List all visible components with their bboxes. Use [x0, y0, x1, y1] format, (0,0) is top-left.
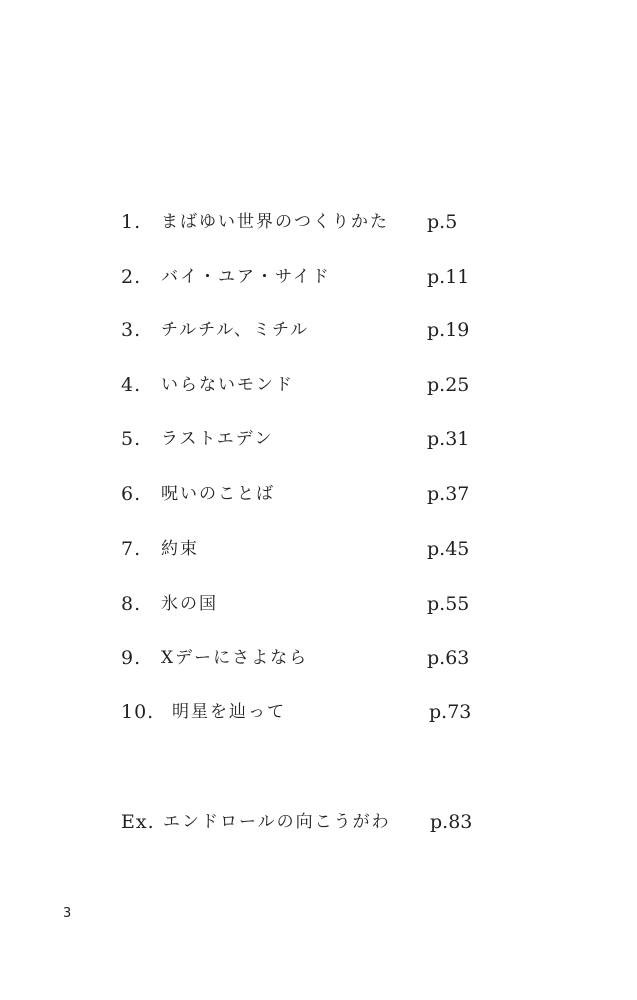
toc-entry: [0, 589, 637, 619]
entry-title: Xデーにさよなら: [161, 648, 309, 668]
entry-number: 1.: [121, 211, 142, 233]
entry-number: Ex.: [121, 811, 155, 833]
toc-entry: [0, 424, 637, 454]
page-number: 3: [63, 906, 72, 921]
toc-entry: [0, 262, 637, 292]
entry-number: 2.: [121, 266, 142, 288]
entry-title: まばゆい世界のつくりかた: [161, 212, 389, 232]
entry-title: 呪いのことば: [161, 484, 275, 504]
entry-page: p.31: [427, 428, 470, 450]
entry-page: p.25: [427, 374, 470, 396]
entry-title: ラストエデン: [161, 429, 274, 449]
toc-entry: [0, 643, 637, 673]
toc-entry: [0, 697, 637, 727]
toc-entry: [0, 370, 637, 400]
entry-title: チルチル、ミチル: [161, 320, 310, 340]
entry-title: エンドロールの向こうがわ: [163, 812, 391, 832]
entry-page: p.83: [430, 811, 473, 833]
entry-title: 氷の国: [161, 594, 218, 614]
entry-page: p.19: [427, 319, 470, 341]
entry-page: p.73: [429, 701, 472, 723]
entry-page: p.45: [427, 538, 470, 560]
entry-title: 約束: [161, 539, 199, 559]
entry-number: 7.: [121, 538, 142, 560]
toc-entry: [0, 479, 637, 509]
toc-entry: [0, 534, 637, 564]
entry-number: 3.: [121, 319, 142, 341]
entry-title: 明星を辿って: [172, 702, 286, 722]
entry-number: 10.: [121, 701, 155, 723]
entry-page: p.63: [427, 647, 470, 669]
toc-entry: [0, 207, 637, 237]
entry-number: 5.: [121, 428, 142, 450]
entry-page: p.37: [427, 483, 470, 505]
entry-number: 6.: [121, 483, 142, 505]
entry-page: p.11: [427, 266, 470, 288]
entry-number: 4.: [121, 374, 142, 396]
entry-title: バイ・ユア・サイド: [161, 267, 331, 287]
entry-page: p.5: [427, 211, 458, 233]
entry-number: 8.: [121, 593, 142, 615]
toc-extra-entry: [0, 807, 637, 837]
entry-number: 9.: [121, 647, 142, 669]
entry-page: p.55: [427, 593, 470, 615]
entry-title: いらないモンド: [161, 375, 294, 395]
toc-entry: [0, 315, 637, 345]
